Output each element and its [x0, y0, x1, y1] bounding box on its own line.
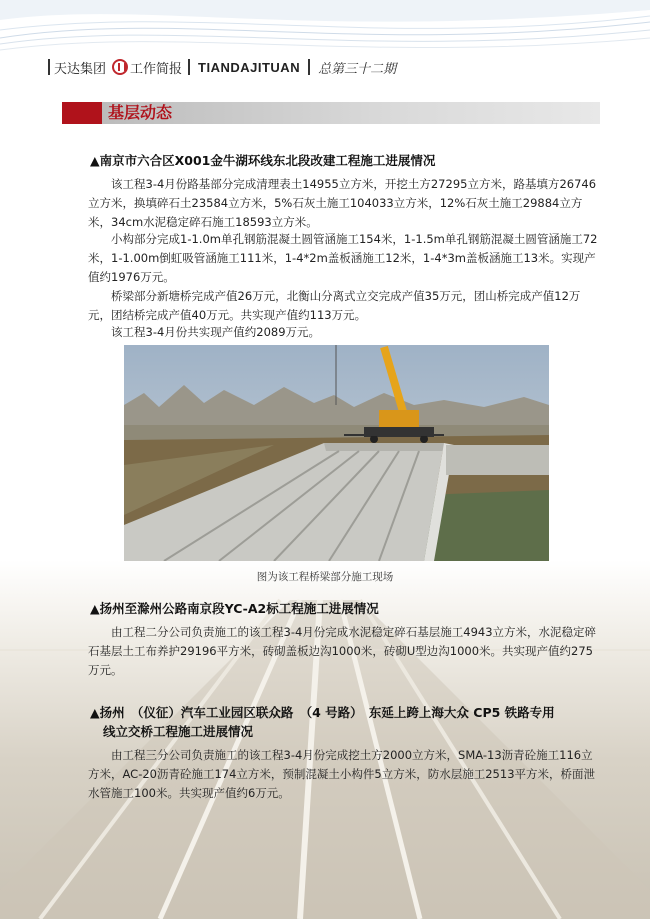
- group-name: 天达集团: [54, 61, 107, 77]
- construction-site-photo: [124, 345, 549, 561]
- article-paragraph: 小构部分完成1-1.0m单孔钢筋混凝土圆管涵施工154米，1-1.5m单孔钢筋混凝土圆管涵施工72米，1-1.00m倒虹吸管涵施工111米，1-4*2m盖板涵施工12米，1-4*3m盖板涵施工13米。实现产值约1976万元。: [88, 232, 598, 284]
- section-heading: [62, 102, 600, 124]
- article-paragraph: 该工程3-4月份共实现产值约2089万元。: [111, 325, 321, 339]
- article-title-line: ▲扬州 （仪征）汽车工业园区联众路 （4 号路） 东延上跨上海大众 CP5 铁路专用: [90, 705, 555, 720]
- issue-number: 总第三十二期: [318, 61, 397, 77]
- divider: [308, 59, 310, 75]
- divider: [48, 59, 50, 75]
- english-name: TIANDAJITUAN: [198, 59, 301, 75]
- article-paragraph: 由工程二分公司负责施工的该工程3-4月份完成水泥稳定碎石基层施工4943立方米，水泥稳定碎石基层土工布养护29196平方米，砖砌盖板边沟1000米，砖砌U型边沟1000米。共实现产值约275万元。: [88, 625, 597, 677]
- bulletin-name: 工作简报: [130, 61, 183, 77]
- company-logo-icon: [112, 59, 128, 75]
- article-paragraph: 该工程3-4月份路基部分完成清理表土14955立方米，开挖土方27295立方米，路基填方26746立方米，换填碎石土23584立方米，5%石灰土施工104033立方米，12%石灰土施工29884立方米，34cm水泥稳定碎石施工18593立方米。: [88, 177, 597, 229]
- article-paragraph: 桥梁部分新塘桥完成产值26万元，北衡山分离式立交完成产值35万元，团山桥完成产值12万元，团结桥完成产值40万元。共实现产值约113万元。: [88, 289, 581, 322]
- bulletin-header: [48, 56, 396, 78]
- section-marker: [62, 102, 102, 124]
- photo-caption: 图为该工程桥梁部分施工现场: [256, 571, 394, 583]
- section-title: 基层动态: [108, 103, 173, 122]
- article-title: ▲扬州至滁州公路南京段YC-A2标工程施工进展情况: [90, 601, 379, 616]
- article-paragraph: 由工程三分公司负责施工的该工程3-4月份完成挖土方2000立方米，SMA-13沥青砼施工116立方米，AC-20沥青砼施工174立方米，预制混凝土小构件5立方米，防水层施工2513平方米，桥面泄水管施工100米。共实现产值约6万元。: [88, 748, 596, 800]
- divider: [188, 59, 190, 75]
- article-title-line: 线立交桥工程施工进展情况: [103, 724, 254, 739]
- article-title: ▲南京市六合区X001金牛湖环线东北段改建工程施工进展情况: [90, 153, 436, 168]
